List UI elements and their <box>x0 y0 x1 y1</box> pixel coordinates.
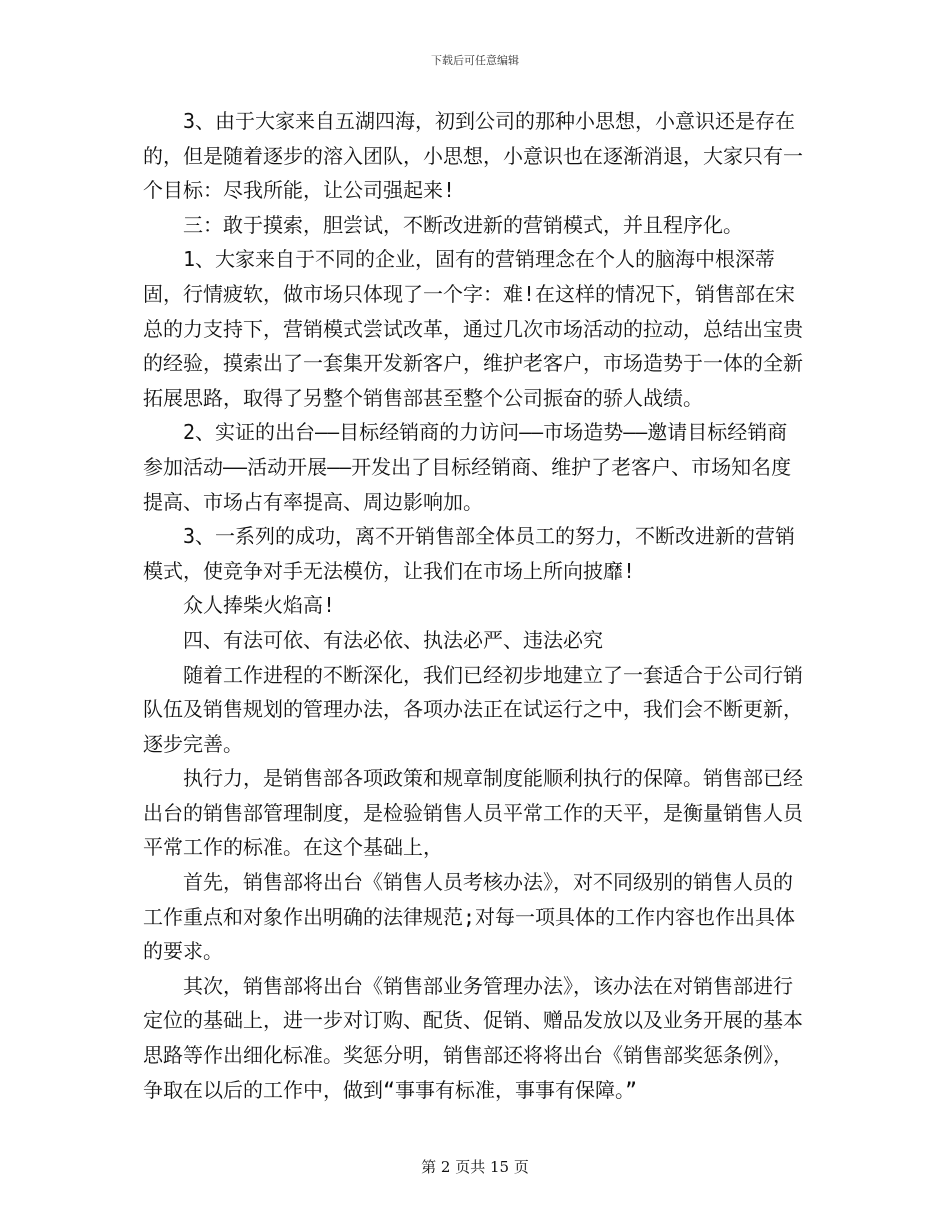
paragraph: 3、由于大家来自五湖四海，初到公司的那种小思想，小意识还是存在的，但是随着逐步的溶入团队，小思想，小意识也在逐渐消退，大家只有一个目标：尽我所能，让公司强起来! <box>143 109 803 203</box>
paragraph: 三：敢于摸索，胆尝试，不断改进新的营销模式，并且程序化。 <box>183 212 743 237</box>
paragraph: 1、大家来自于不同的企业，固有的营销理念在个人的脑海中根深蒂固，行情疲软，做市场只体现了一个字：难!在这样的情况下，销售部在宋总的力支持下，营销模式尝试改革，通过几次市场活动的拉动，总结出宝贵的经验，摸索出了一套集开发新客户，维护老客户，市场造势于一体的全新拓展思路，取得了另整个销售部甚至整个公司振奋的骄人战绩。 <box>143 247 803 410</box>
section-heading: 四、有法可依、有法必依、执法必严、违法必究 <box>183 627 603 652</box>
paragraph: 其次，销售部将出台《销售部业务管理办法》，该办法在对销售部进行定位的基础上，进一步对订购、配货、促销、赠品发放以及业务开展的基本思路等作出细化标准。奖惩分明，销售部还将将出台《销售部奖惩条例》，争取在以后的工作中，做到“事事有标准，事事有保障。” <box>143 973 803 1102</box>
paragraph: 首先，销售部将出台《销售人员考核办法》，对不同级别的销售人员的工作重点和对象作出明确的法律规范;对每一项具体的工作内容也作出具体的要求。 <box>143 870 796 964</box>
document-body <box>143 104 805 1107</box>
paragraph: 3、一系列的成功，离不开销售部全体员工的努力，不断改进新的营销模式，使竞争对手无法模仿，让我们在市场上所向披靡! <box>143 524 796 583</box>
paragraph: 2、实证的出台——目标经销商的力访问——市场造势——邀请目标经销商参加活动——活动开展——开发出了目标经销商、维护了老客户、市场知名度提高、市场占有率提高、周边影响加。 <box>143 420 792 514</box>
paragraph: 众人捧柴火焰高! <box>183 593 336 618</box>
page-header: 下载后可任意编辑 <box>431 54 519 67</box>
paragraph: 随着工作进程的不断深化，我们已经初步地建立了一套适合于公司行销队伍及销售规划的管理办法，各项办法正在试运行之中，我们会不断更新，逐步完善。 <box>143 662 803 756</box>
paragraph: 执行力，是销售部各项政策和规章制度能顺利执行的保障。销售部已经出台的销售部管理制度，是检验销售人员平常工作的天平，是衡量销售人员平常工作的标准。在这个基础上， <box>143 766 803 860</box>
page-number: 第 2 页共 15 页 <box>421 1158 529 1176</box>
